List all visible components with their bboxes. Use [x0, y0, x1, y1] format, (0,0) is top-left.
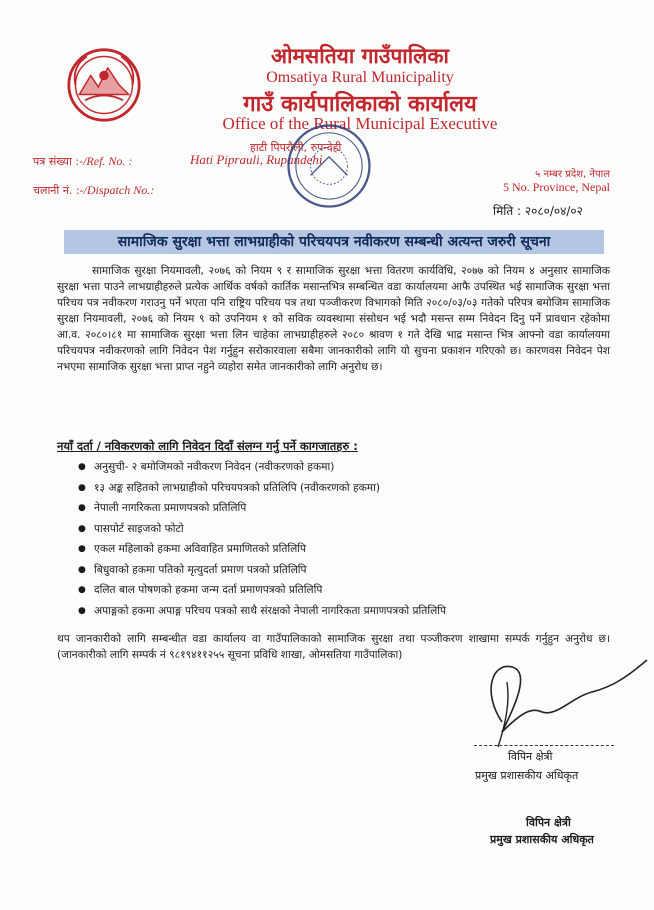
- stamp-name: विपिन क्षेत्री: [526, 816, 571, 829]
- dispatch-number: [33, 183, 154, 198]
- municipality-name-en: Omsatiya Rural Municipality: [266, 69, 454, 86]
- signatory-title: प्रमुख प्रशासकीय अधिकृत: [475, 769, 579, 782]
- list-item: ● १३ अङ्क सहितको लाभग्राहीको परिचयपत्रको प्रतिलिपि (नवीकरणको हकमा): [78, 480, 598, 501]
- list-item: ● दलित बाल पोषणको हकमा जन्म दर्ता प्रमाणपत्रको प्रतिलिपि: [78, 582, 598, 603]
- notice-body: सामाजिक सुरक्षा नियमावली, २०७६ को नियम ९ र सामाजिक सुरक्षा भत्ता वितरण कार्यविधि, २०७७ को नियम ४ अनुसार सामाजिक सुरक्षा भत्ता पाउने लाभग्राहीहरुले प्रत्येक आर्थिक वर्षको कार्तिक मसान्तभित्र सम्बन्धित वडा कार्यालयमा आफै उपस्थित भई सामाजिक सुरक्षा भत्ता परिचय पत्र नवीकरण गराउनु पर्ने भएता पनि राष्ट्रिय परिचय पत्र तथा पञ्जीकरण विभागको मिति २०८०/०३/०३ गतेको परिपत्र बमोजिम सामाजिक सुरक्षा नियमावली, २०७६ को नियम ९ को उपनियम १ को सविक व्यवस्थामा संसोधन भई भदौ मसन्त सम्म निवेदन दिनु पर्ने प्रावधान रहेकोमा आ.व. २०८०।८१ मा सामाजिक सुरक्षा भत्ता लिन चाहेका लाभग्राहीहरुले २०८० श्रावण १ गते देखि भाद्र मसान्त भित्र आफ्नो वडा कार्यालयमा परिचयपत्र नवीकरणको लागि निवेदन पेश गर्नुहुन सरोकारवाला सबैमा जानकारीको लागि यो सुचना प्रकाशन गरिएको छ। कारणवस निवेदन पेश नभएमा सामाजिक सुरक्षा भत्ता प्राप्त नहुने व्यहोरा समेत जानकारीको लागि अनुरोध छ।: [57, 265, 610, 373]
- province-np: ५ नम्बर प्रदेश, नेपाल: [535, 169, 610, 180]
- list-item: ● बिधुवाको हकमा पतिको मृत्युदर्ता प्रमाण पत्रको प्रतिलिपि: [78, 562, 598, 583]
- list-item: ● अपाङ्गको हकमा अपाङ्ग परिचय पत्रको साथै संरक्षको नेपाली नागरिकता प्रमाणपत्रको प्रतिलिपि: [78, 603, 598, 624]
- ref-label-np: पत्र संख्या :-: [33, 155, 84, 168]
- notice-title: सामाजिक सुरक्षा भत्ता लाभग्राहीको परिचयपत्र नवीकरण सम्बन्धी अत्यन्त जरुरी सूचना: [64, 230, 604, 254]
- address-en: Hati Piprauli, Rupandehi: [190, 152, 323, 167]
- list-item: ● एकल महिलाको हकमा अविवाहित प्रमाणितको प्रतिलिपि: [78, 541, 598, 562]
- dispatch-label-np: चलानी नं. :-: [33, 184, 84, 197]
- office-seal-icon: [283, 120, 375, 212]
- reference-number: [33, 154, 132, 169]
- documents-heading: नयाँ दर्ता / नविकरणको लागि निवेदन दिदाँ संलग्न गर्नु पर्ने कागजातहरु :: [57, 439, 358, 453]
- province-en: 5 No. Province, Nepal: [503, 180, 610, 194]
- documents-list: [78, 459, 598, 623]
- list-item: ● पासपोर्ट साइजको फोटो: [78, 521, 598, 542]
- list-item: ● अनुसुची- २ बमोजिमको नवीकरण निवेदन (नवीकरणको हकमा): [78, 459, 598, 480]
- ref-label-en: /Ref. No. :: [83, 154, 133, 168]
- list-item: ● नेपाली नागरिकता प्रमाणपत्रको प्रतिलिपि: [78, 500, 598, 521]
- office-name-np: गाउँ कार्यपालिकाको कार्यालय: [243, 92, 477, 117]
- signature-line: [474, 745, 614, 746]
- closing-paragraph: थप जानकारीको लागि सम्बन्धीत वडा कार्यालय वा गाउँपालिकाको सामाजिक सुरक्षा तथा पञ्जीकरण शाखामा सम्पर्क गर्नुहुन अनुरोध छ। (जानकारीको लागि सम्पर्क नं ९८१९४११२५५ सूचना प्रविधि शाखा, ओमसतिया गाउँपालिका): [57, 633, 610, 661]
- address-np: हाटी पिपरौली, रुपन्देही: [250, 141, 342, 154]
- letter-date: मिति : २०८०/०४/०२: [493, 204, 583, 218]
- municipality-emblem-icon: [66, 47, 142, 123]
- dispatch-label-en: /Dispatch No.:: [83, 183, 155, 197]
- stamp-title: प्रमुख प्रशासकीय अधिकृत: [490, 833, 594, 846]
- signatory-name: विपिन क्षेत्री: [508, 750, 553, 763]
- office-name-en: Office of the Rural Municipal Executive: [222, 114, 498, 133]
- municipality-name-np: ओमसतिया गाउँपालिका: [271, 44, 449, 68]
